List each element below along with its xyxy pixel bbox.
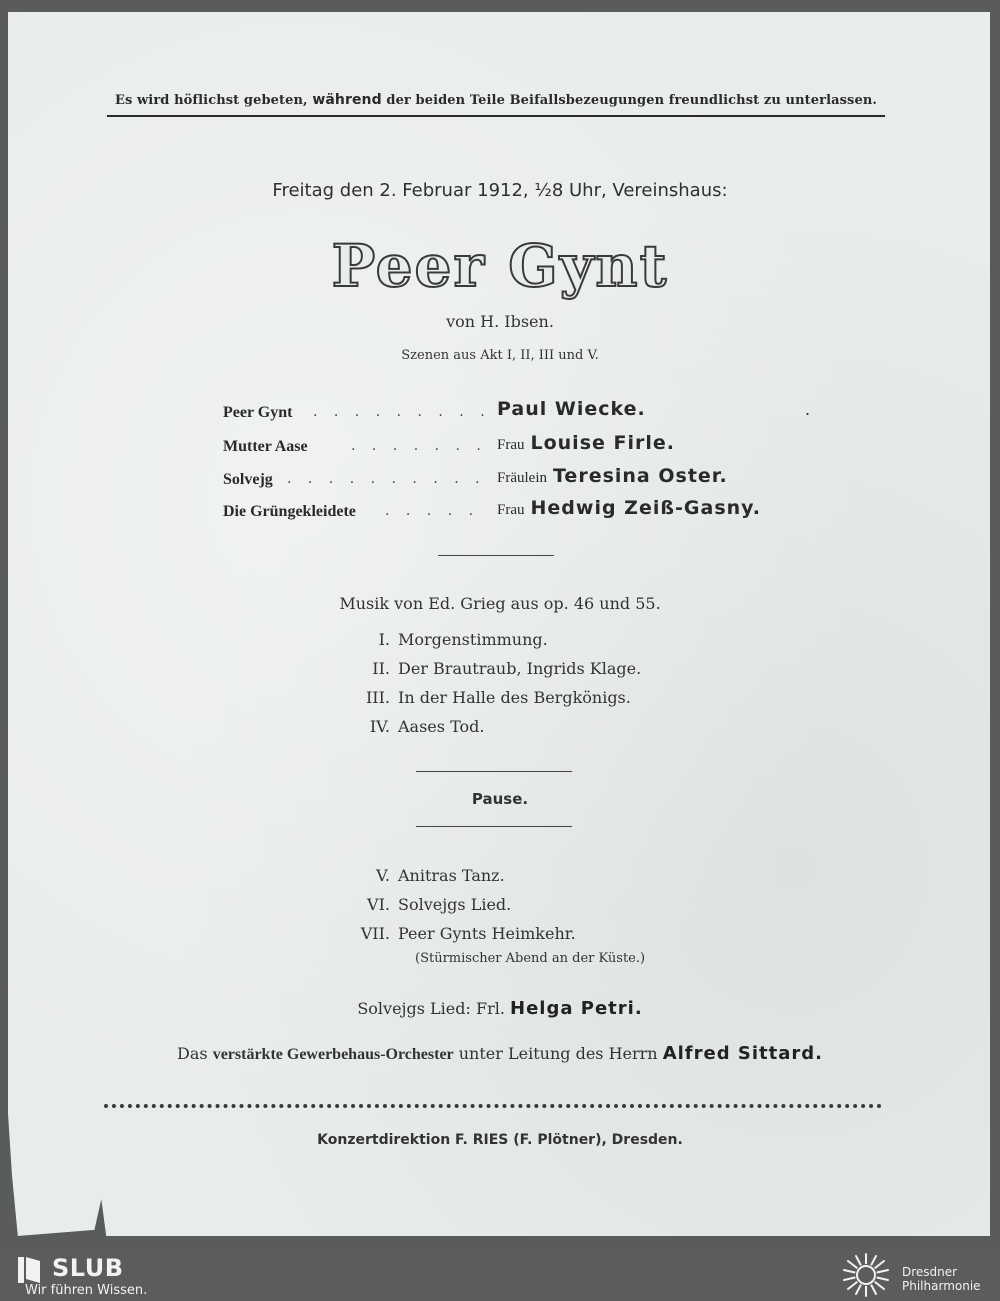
piece-number: I. bbox=[378, 630, 390, 649]
music-piece bbox=[340, 895, 740, 914]
piece-number: VII. bbox=[360, 924, 390, 943]
cast-actor bbox=[497, 465, 728, 487]
intermission-label: Pause. bbox=[471, 790, 529, 808]
cast-role: Solvejg bbox=[223, 471, 273, 488]
orchestra-mid: unter Leitung des Herrn bbox=[458, 1044, 658, 1063]
cast-row bbox=[223, 398, 863, 428]
play-author: von H. Ibsen. bbox=[446, 312, 554, 331]
cast-dots: . . . . . . . bbox=[351, 438, 487, 454]
philharmonie-logo-icon[interactable] bbox=[841, 1252, 891, 1298]
cast-actor-prefix: Frau bbox=[497, 437, 525, 453]
header-rule bbox=[107, 115, 885, 117]
cast-role: Mutter Aase bbox=[223, 438, 308, 455]
play-scenes: Szenen aus Akt I, II, III und V. bbox=[401, 348, 599, 363]
pause-rule-bottom bbox=[416, 826, 572, 827]
piece-title: Anitras Tanz. bbox=[398, 866, 505, 885]
piece-title: Morgenstimmung. bbox=[398, 630, 548, 649]
philharmonie-logo-text[interactable] bbox=[902, 1265, 981, 1293]
slub-logo-text[interactable]: SLUB bbox=[52, 1254, 124, 1282]
cast-role: Peer Gynt bbox=[223, 404, 293, 421]
piece-number: II. bbox=[372, 659, 390, 678]
piece-title: Solvejgs Lied. bbox=[398, 895, 512, 914]
play-title: Peer Gynt bbox=[331, 232, 669, 300]
cast-actor-name: Louise Firle. bbox=[530, 432, 675, 454]
cast-actor bbox=[497, 398, 646, 420]
notice-text-before: Es wird höflichst gebeten, bbox=[114, 93, 313, 108]
piece-subtitle: (Stürmischer Abend an der Küste.) bbox=[415, 951, 646, 966]
piece-title: Der Brautraub, Ingrids Klage. bbox=[398, 659, 642, 678]
section-divider bbox=[438, 555, 554, 556]
piece-number: V. bbox=[376, 866, 390, 885]
cast-actor bbox=[497, 497, 761, 519]
music-heading: Musik von Ed. Grieg aus op. 46 und 55. bbox=[339, 594, 661, 613]
event-dateline: Freitag den 2. Februar 1912, ½8 Uhr, Vereinshaus: bbox=[272, 180, 728, 201]
music-piece bbox=[340, 717, 740, 736]
philharmonie-line1: Dresdner bbox=[902, 1265, 958, 1279]
music-piece bbox=[340, 866, 740, 885]
pause-rule-top bbox=[416, 771, 572, 772]
orchestra-name: verstärkte Gewerbehaus-Orchester bbox=[212, 1046, 454, 1063]
cast-row bbox=[223, 465, 863, 495]
soloist-line bbox=[0, 998, 1000, 1019]
conductor-name: Alfred Sittard. bbox=[662, 1043, 823, 1064]
soloist-label: Solvejgs Lied: Frl. bbox=[357, 999, 505, 1018]
cast-dots: . . . . . . . . . . bbox=[287, 471, 486, 487]
music-piece bbox=[340, 924, 740, 943]
stray-dot: . bbox=[805, 400, 811, 419]
slub-tagline: Wir führen Wissen. bbox=[25, 1283, 148, 1298]
philharmonie-line2: Philharmonie bbox=[902, 1279, 981, 1293]
notice-emphasis: während bbox=[312, 92, 382, 108]
notice-text-after: der beiden Teile Beifallsbezeugungen freundlichst zu unterlassen. bbox=[381, 93, 878, 108]
cast-dots: . . . . . bbox=[385, 503, 480, 519]
cast-actor bbox=[497, 432, 675, 454]
piece-title: In der Halle des Bergkönigs. bbox=[398, 688, 631, 707]
music-piece bbox=[340, 630, 740, 649]
orchestra-pre: Das bbox=[177, 1044, 208, 1063]
cast-row bbox=[223, 497, 863, 527]
cast-dots: . . . . . . . . . bbox=[313, 404, 491, 420]
cast-actor-name: Teresina Oster. bbox=[553, 465, 728, 487]
cast-actor-name: Paul Wiecke. bbox=[497, 398, 646, 420]
music-piece bbox=[340, 659, 740, 678]
cast-actor-prefix: Fräulein bbox=[497, 470, 547, 486]
piece-number: III. bbox=[365, 688, 390, 707]
piece-title: Aases Tod. bbox=[398, 717, 485, 736]
cast-row bbox=[223, 432, 863, 462]
piece-number: IV. bbox=[369, 717, 390, 736]
orchestra-line bbox=[0, 1043, 1000, 1064]
slub-logo-icon[interactable] bbox=[18, 1257, 40, 1283]
music-piece bbox=[340, 688, 740, 707]
cast-role: Die Grüngekleidete bbox=[223, 503, 356, 520]
dotted-rule bbox=[104, 1104, 882, 1108]
concert-direction: Konzertdirektion F. RIES (F. Plötner), Dresden. bbox=[317, 1132, 683, 1148]
piece-number: VI. bbox=[367, 895, 390, 914]
cast-actor-prefix: Frau bbox=[497, 502, 525, 518]
applause-notice bbox=[108, 92, 884, 108]
piece-title: Peer Gynts Heimkehr. bbox=[398, 924, 576, 943]
soloist-name: Helga Petri. bbox=[510, 998, 643, 1019]
cast-actor-name: Hedwig Zeiß-Gasny. bbox=[530, 497, 762, 519]
